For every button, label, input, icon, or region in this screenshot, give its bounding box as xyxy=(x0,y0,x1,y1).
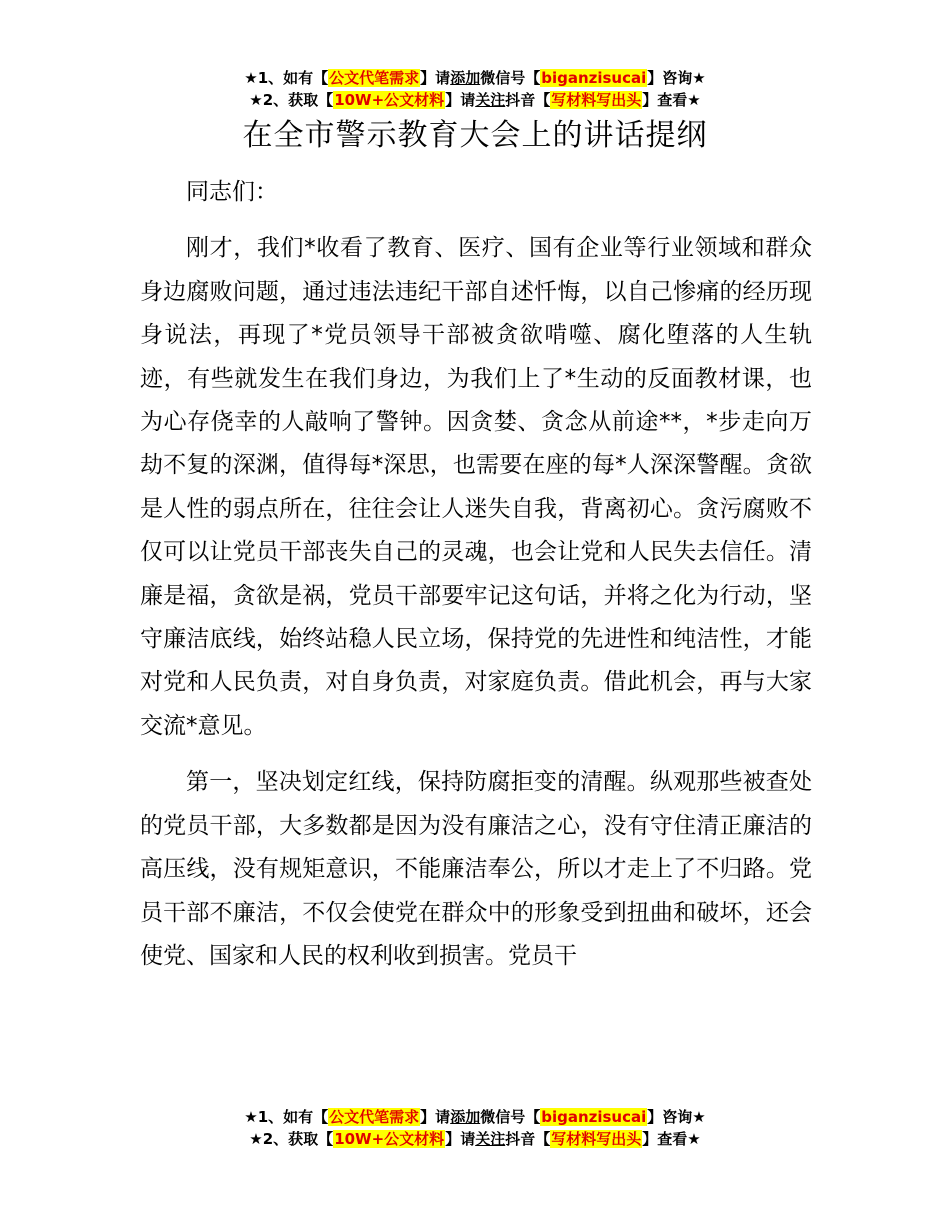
banner-text: 】请 xyxy=(445,91,476,109)
banner-text: 】请 xyxy=(445,1130,476,1148)
banner-text: 微信号【 xyxy=(480,1108,541,1126)
banner-text: 1、如有【 xyxy=(257,69,329,87)
highlight-service: 公文代笔需求 xyxy=(329,69,420,87)
star-icon: ★ xyxy=(244,1108,258,1126)
highlight-service: 公文代笔需求 xyxy=(329,1108,420,1126)
banner-text: 】查看★ xyxy=(642,1130,701,1148)
banner-text: 抖音【 xyxy=(505,91,551,109)
star-icon: ★ xyxy=(249,1130,263,1148)
highlight-materials: 10W+公文材料 xyxy=(334,91,445,109)
banner-line-2 xyxy=(0,89,950,111)
star-icon: ★ xyxy=(249,91,263,109)
banner-text: 】咨询★ xyxy=(647,69,706,87)
banner-underlined: 关注 xyxy=(475,91,506,109)
banner-text: 2、获取【 xyxy=(262,1130,334,1148)
highlight-wechat-id: biganzisucai xyxy=(541,1108,647,1126)
banner-line-2 xyxy=(0,1128,950,1150)
banner-text: 1、如有【 xyxy=(257,1108,329,1126)
banner-text: 】请 xyxy=(420,69,451,87)
banner-text: 抖音【 xyxy=(505,1130,551,1148)
banner-underlined: 添加 xyxy=(450,1108,481,1126)
document-title: 在全市警示教育大会上的讲话提纲 xyxy=(242,118,708,153)
document-body xyxy=(140,171,812,978)
highlight-douyin-id: 写材料写出头 xyxy=(551,1130,642,1148)
banner-underlined: 关注 xyxy=(475,1130,506,1148)
header-banner xyxy=(0,67,950,111)
footer-banner xyxy=(0,1106,950,1150)
banner-text: 】查看★ xyxy=(642,91,701,109)
banner-text: 】请 xyxy=(420,1108,451,1126)
banner-text: 】咨询★ xyxy=(647,1108,706,1126)
banner-line-1 xyxy=(0,67,950,89)
salutation: 同志们： xyxy=(186,179,278,205)
highlight-materials: 10W+公文材料 xyxy=(334,1130,445,1148)
banner-underlined: 添加 xyxy=(450,69,481,87)
banner-text: 2、获取【 xyxy=(262,91,334,109)
highlight-douyin-id: 写材料写出头 xyxy=(551,91,642,109)
banner-line-1 xyxy=(0,1106,950,1128)
star-icon: ★ xyxy=(244,69,258,87)
highlight-wechat-id: biganzisucai xyxy=(541,69,647,87)
paragraph: 第一，坚决划定红线，保持防腐拒变的清醒。纵观那些被查处的党员干部，大多数都是因为没有廉洁之心，没有守住清正廉洁的高压线，没有规矩意识，不能廉洁奉公，所以才走上了不归路。党员干部不廉洁，不仅会使党在群众中的形象受到扭曲和破坏，还会使党、国家和人民的权利收到损害。党员干 xyxy=(140,769,812,969)
banner-text: 微信号【 xyxy=(480,69,541,87)
paragraph: 刚才，我们*收看了教育、医疗、国有企业等行业领域和群众身边腐败问题，通过违法违纪干部自述忏悔，以自己惨痛的经历现身说法，再现了*党员领导干部被贪欲啃噬、腐化堕落的人生轨迹，有些就发生在我们身边，为我们上了*生动的反面教材课，也为心存侥幸的人敲响了警钟。因贪婪、贪念从前途**，*步走向万劫不复的深渊，值得每*深思，也需要在座的每*人深深警醒。贪欲是人性的弱点所在，往往会让人迷失自我，背离初心。贪污腐败不仅可以让党员干部丧失自己的灵魂，也会让党和人民失去信任。清廉是福，贪欲是祸，党员干部要牢记这句话，并将之化为行动，坚守廉洁底线，始终站稳人民立场，保持党的先进性和纯洁性，才能对党和人民负责，对自身负责，对家庭负责。借此机会，再与大家交流*意见。 xyxy=(140,235,812,739)
